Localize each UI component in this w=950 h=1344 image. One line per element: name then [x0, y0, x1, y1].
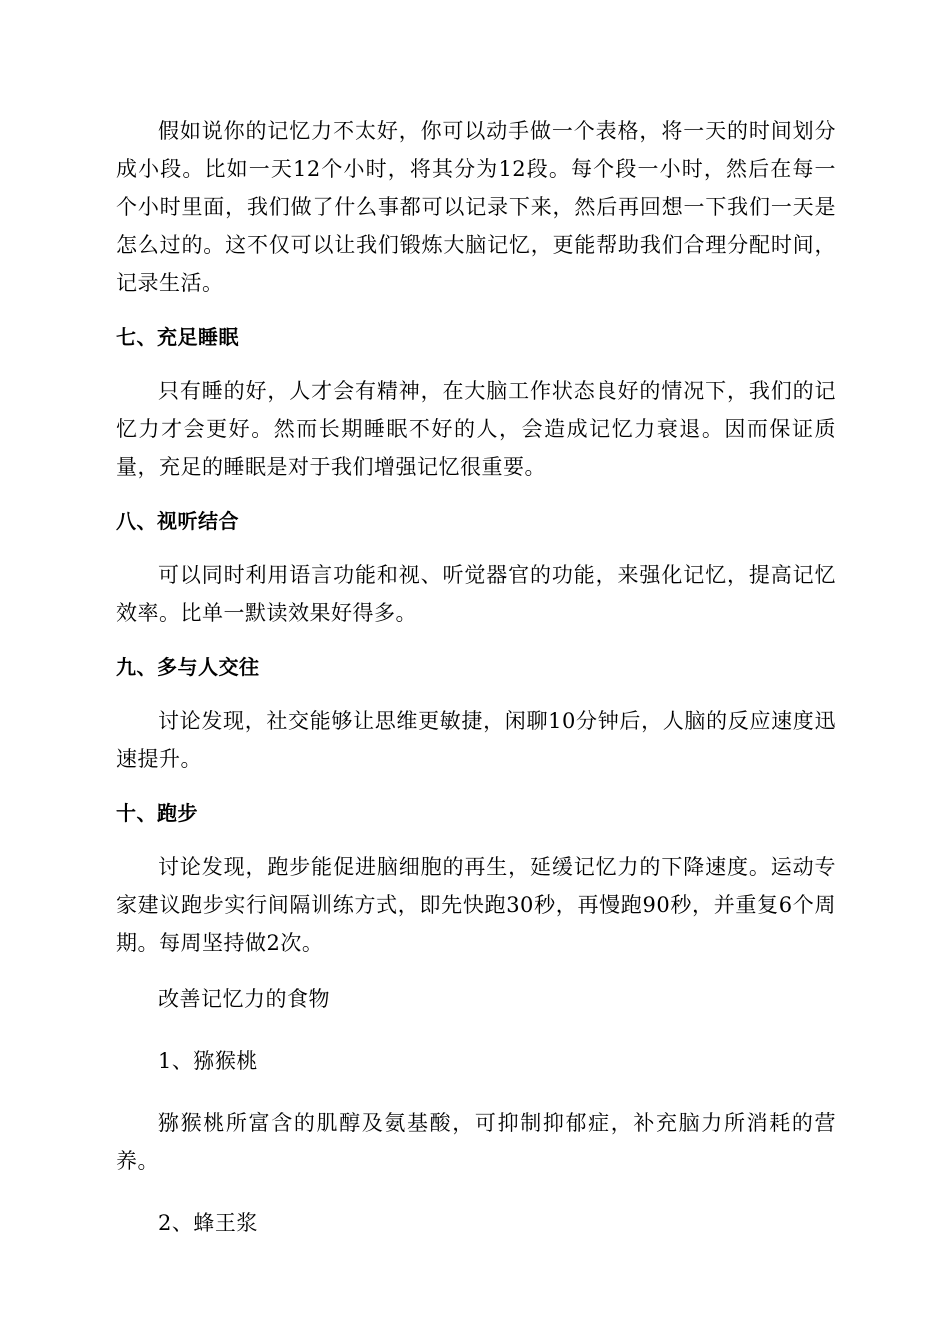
- food-item-royal-jelly-title: 2、蜂王浆: [158, 1211, 258, 1235]
- heading-socializing: 九、多与人交往: [116, 655, 260, 679]
- heading-running: 十、跑步: [116, 801, 198, 825]
- heading-audio-visual: 八、视听结合: [116, 509, 239, 533]
- food-section-title: 改善记忆力的食物: [158, 987, 330, 1011]
- paragraph-running: 讨论发现，跑步能促进脑细胞的再生，延缓记忆力的下降速度。运动专家建议跑步实行间隔训练方式，即先快跑30秒，再慢跑90秒，并重复6个周期。每周坚持做2次。: [116, 855, 836, 955]
- paragraph-audio-visual: 可以同时利用语言功能和视、听觉器官的功能，来强化记忆，提高记忆效率。比单一默读效果好得多。: [116, 563, 836, 625]
- heading-sleep: 七、充足睡眠: [116, 325, 239, 349]
- paragraph-memory-table: 假如说你的记忆力不太好，你可以动手做一个表格，将一天的时间划分成小段。比如一天12个小时，将其分为12段。每个段一小时，然后在每一个小时里面，我们做了什么事都可以记录下来，然后再回想一下我们一天是怎么过的。这不仅可以让我们锻炼大脑记忆，更能帮助我们合理分配时间，记录生活。: [116, 119, 836, 295]
- paragraph-socializing: 讨论发现，社交能够让思维更敏捷，闲聊10分钟后，人脑的反应速度迅速提升。: [116, 709, 836, 771]
- paragraph-sleep: 只有睡的好，人才会有精神，在大脑工作状态良好的情况下，我们的记忆力才会更好。然而长期睡眠不好的人，会造成记忆力衰退。因而保证质量，充足的睡眠是对于我们增强记忆很重要。: [116, 379, 836, 479]
- food-item-kiwi-title: 1、猕猴桃: [158, 1049, 258, 1073]
- food-item-kiwi-text: 猕猴桃所富含的肌醇及氨基酸，可抑制抑郁症，补充脑力所消耗的营养。: [116, 1111, 836, 1173]
- document-page: [116, 112, 836, 1242]
